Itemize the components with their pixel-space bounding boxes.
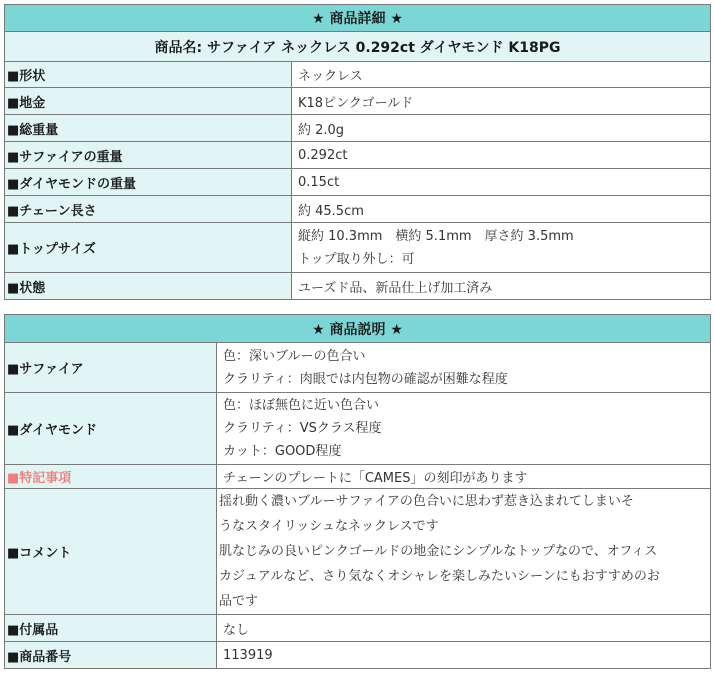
detail-value: K18ピンクゴールド	[292, 88, 711, 115]
desc-value	[217, 393, 711, 465]
desc-row-special-notes	[5, 465, 711, 489]
desc-label: ■商品番号	[5, 642, 217, 669]
detail-row-diamond-weight	[5, 169, 711, 196]
value-line: 色：ほぼ無色に近い色合い	[223, 398, 380, 413]
detail-value: ユーズド品、新品仕上げ加工済み	[292, 273, 711, 300]
detail-row-condition	[5, 273, 711, 300]
desc-value: 113919	[217, 642, 711, 669]
value-line: 揺れ動く濃いブルーサファイアの色合いに思わず惹き込まれてしまいそ	[219, 494, 634, 509]
detail-label: ■チェーン長さ	[5, 196, 292, 223]
detail-value: ネックレス	[292, 62, 711, 88]
detail-value: 0.292ct	[292, 142, 711, 169]
desc-row-accessories	[5, 615, 711, 642]
desc-label: ■特記事項	[5, 465, 217, 489]
detail-value: 約 45.5cm	[292, 196, 711, 223]
detail-row-chain-length	[5, 196, 711, 223]
detail-row-shape	[5, 62, 711, 88]
desc-row-product-number	[5, 642, 711, 669]
detail-row-metal	[5, 88, 711, 115]
desc-value: チェーンのプレートに「CAMES」の刻印があります	[217, 465, 711, 489]
detail-label: ■状態	[5, 273, 292, 300]
product-name: 商品名: サファイア ネックレス 0.292ct ダイヤモンド K18PG	[5, 32, 711, 62]
detail-row-sapphire-weight	[5, 142, 711, 169]
desc-row-sapphire	[5, 343, 711, 393]
detail-label: ■ダイヤモンドの重量	[5, 169, 292, 196]
desc-label: ■サファイア	[5, 343, 217, 393]
desc-label: ■コメント	[5, 489, 217, 615]
value-line: クラリティ：肉眼では内包物の確認が困難な程度	[223, 371, 508, 387]
value-line: 品です	[219, 594, 259, 609]
product-details-table	[4, 4, 711, 300]
details-header: ★ 商品詳細 ★	[5, 5, 711, 32]
detail-row-top-size	[5, 223, 711, 273]
value-line: トップ取り外し：可	[298, 251, 415, 267]
detail-label: ■トップサイズ	[5, 223, 292, 273]
detail-value: 0.15ct	[292, 169, 711, 196]
detail-value	[292, 223, 711, 273]
detail-label: ■地金	[5, 88, 292, 115]
detail-value: 約 2.0g	[292, 115, 711, 142]
description-header: ★ 商品説明 ★	[5, 315, 711, 343]
value-line: うなスタイリッシュなネックレスです	[219, 519, 439, 534]
desc-label: ■ダイヤモンド	[5, 393, 217, 465]
desc-row-diamond	[5, 393, 711, 465]
value-line: 色：深いブルーの色合い	[223, 348, 366, 364]
desc-row-comment	[5, 489, 711, 615]
desc-label: ■付属品	[5, 615, 217, 642]
value-line: 縦約 10.3mm 横約 5.1mm 厚さ約 3.5mm	[298, 228, 574, 244]
value-line: 肌なじみの良いピンクゴールドの地金にシンプルなトップなので、オフィス	[219, 544, 658, 559]
value-line: カジュアルなど、さり気なくオシャレを楽しみたいシーンにもおすすめのお	[219, 569, 660, 584]
detail-label: ■サファイアの重量	[5, 142, 292, 169]
desc-value	[217, 343, 711, 393]
desc-value	[217, 489, 711, 615]
product-description-table	[4, 314, 711, 669]
desc-value: なし	[217, 615, 711, 642]
detail-row-total-weight	[5, 115, 711, 142]
value-line: カット：GOOD程度	[223, 444, 342, 459]
detail-label: ■総重量	[5, 115, 292, 142]
detail-label: ■形状	[5, 62, 292, 88]
value-line: クラリティ：VSクラス程度	[223, 421, 382, 436]
